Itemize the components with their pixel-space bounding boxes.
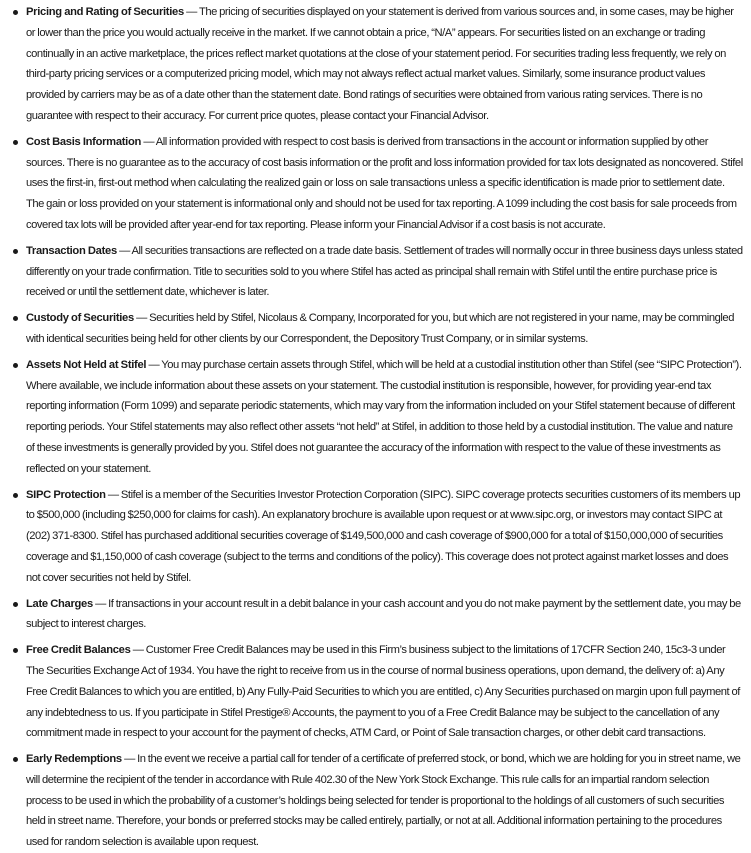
section-body: — If transactions in your account result in a debit balance in your cash account and you do not make payment by the settlement date, you may be subject to interest charges. [26,597,741,631]
section-title: Cost Basis Information [26,135,142,148]
bullet-icon [13,648,18,653]
section-body: — You may purchase certain assets through Stifel, which will be held at a custodial institution other than Stifel (see “SIPC Protection”). Where available, we include information about these assets on your statement. The custodial institution is responsible, however, for providing year-end tax reporting information (Form 1099) and separate periodic statements, which may vary from the information included on your Stifel statement because of different reporting periods. Your Stifel statements may also reflect other assets “not held” at Stifel, in addition to those held by a custodial institution. The value and nature of these investments is generally provided by you. Stifel does not guarantee the accuracy of the information with respect to the value of these investments as reflected on your statement. [26,358,742,475]
section-body: — All information provided with respect to cost basis is derived from transactions in the account or information supplied by other sources. There is no guarantee as to the accuracy of cost basis information or the profit and loss information provided for tax lots designated as noncovered. Stifel uses the first-in, first-out method when calculating the realized gain or loss on sale transactions unless a specific identification is made prior to settlement date. The gain or loss provided on your statement is informational only and should not be used for tax reporting. A 1099 including the cost basis for sale proceeds from covered tax lots will be provided after year-end for tax reporting. Please inform your Financial Advisor if a cost basis is not accurate. [26,135,743,231]
bullet-icon [13,316,18,321]
section-title: Early Redemptions [26,753,122,766]
section-title: Assets Not Held at Stifel [26,358,147,371]
bullet-icon [13,493,18,498]
section-body: — Securities held by Stifel, Nicolaus & Company, Incorporated for you, but which are not registered in your name, may be commingled with identical securities being held for other clients by our Correspondent, the Depository Trust Company, or in similar systems. [26,312,734,345]
section-late-charges [12,594,743,636]
section-body: — The pricing of securities displayed on your statement is derived from various sources and, in some cases, may be higher or lower than the price you would actually receive in the market. If we cannot obtain a price, “N/A” appears. For securities listed on an exchange or trading continually in an active marketplace, the prices reflect market quotations at the close of your statement period. For securities trading less frequently, we rely on third-party pricing services or a computerized pricing model, which may not always reflect actual market values. Similarly, some insurance product values provided by carriers may be as of a date other than the statement date. Bond ratings of securities were obtained from various rating services. There is no guarantee with respect to their accuracy. For current price quotes, please contact your Financial Advisor. [26,6,734,122]
bullet-icon [13,10,18,15]
bullet-icon [13,249,18,254]
section-title: Free Credit Balances [26,644,131,657]
bullet-icon [13,140,18,145]
section-title: Transaction Dates [26,244,117,257]
section-sipc-protection [12,485,743,589]
section-body: — In the event we receive a partial call for tender of a certificate of preferred stock, or bond, which we are holding for you in street name, we will determine the recipient of the tender in accordance with Rule 402.30 of the New York Stock Exchange. This rule calls for an impartial random selection process to be used in which the probability of a customer’s holdings being selected for tender is proportional to the holdings of all customers of such securities held in street name. Therefore, your bonds or preferred stocks may be called entirely, partially, or not at all. Additional information pertaining to the procedures used for random selection is available upon request. [26,753,741,849]
section-free-credit-balances [12,640,743,744]
section-custody [12,308,743,350]
bullet-icon [13,757,18,762]
section-body: — All securities transactions are reflected on a trade date basis. Settlement of trades will normally occur in three business days unless stated differently on your trade confirmation. Title to securities sold to you where Stifel has acted as principal shall remain with Stifel until the entire purchase price is received or until the settlement date, whichever is later. [26,244,743,299]
section-body: — Customer Free Credit Balances may be used in this Firm’s business subject to the limitations of 17CFR Section 240, 15c3-3 under The Securities Exchange Act of 1934. You have the right to receive from us in the course of normal business operations, upon demand, the delivery of: a) Any Free Credit Balances to which you are entitled, b) Any Fully-Paid Securities to which you are entitled, c) Any Securities purchased on margin upon full payment of any indebtedness to us. If you participate in Stifel Prestige® Accounts, the payment to you of a Free Credit Balance may be subject to the cancellation of any commitment made in respect to your account for the payment of checks, ATM Card, or Point of Sale transaction charges, or other debit card transactions. [26,644,740,740]
section-body: — Stifel is a member of the Securities Investor Protection Corporation (SIPC). SIPC coverage protects securities customers of its members up to $500,000 (including $250,000 for claims for cash). An explanatory brochure is available upon request or at www.sipc.org, or investors may contact SIPC at (202) 371-8300. Stifel has purchased additional securities coverage of $149,500,000 and cash coverage of $900,000 for a total of $150,000,000 of securities coverage and $1,150,000 of cash coverage (subject to the terms and conditions of the policy). This coverage does not protect against market losses and does not cover securities not held by Stifel. [26,488,741,584]
section-pricing-and-rating [12,2,743,127]
section-early-redemptions [12,749,743,853]
section-transaction-dates [12,241,743,303]
section-assets-not-held [12,355,743,480]
bullet-icon [13,602,18,607]
section-title: Late Charges [26,597,93,610]
section-title: SIPC Protection [26,488,106,501]
section-cost-basis [12,132,743,236]
section-title: Pricing and Rating of Securities [26,6,184,18]
bullet-icon [13,363,18,368]
section-title: Custody of Securities [26,312,134,325]
